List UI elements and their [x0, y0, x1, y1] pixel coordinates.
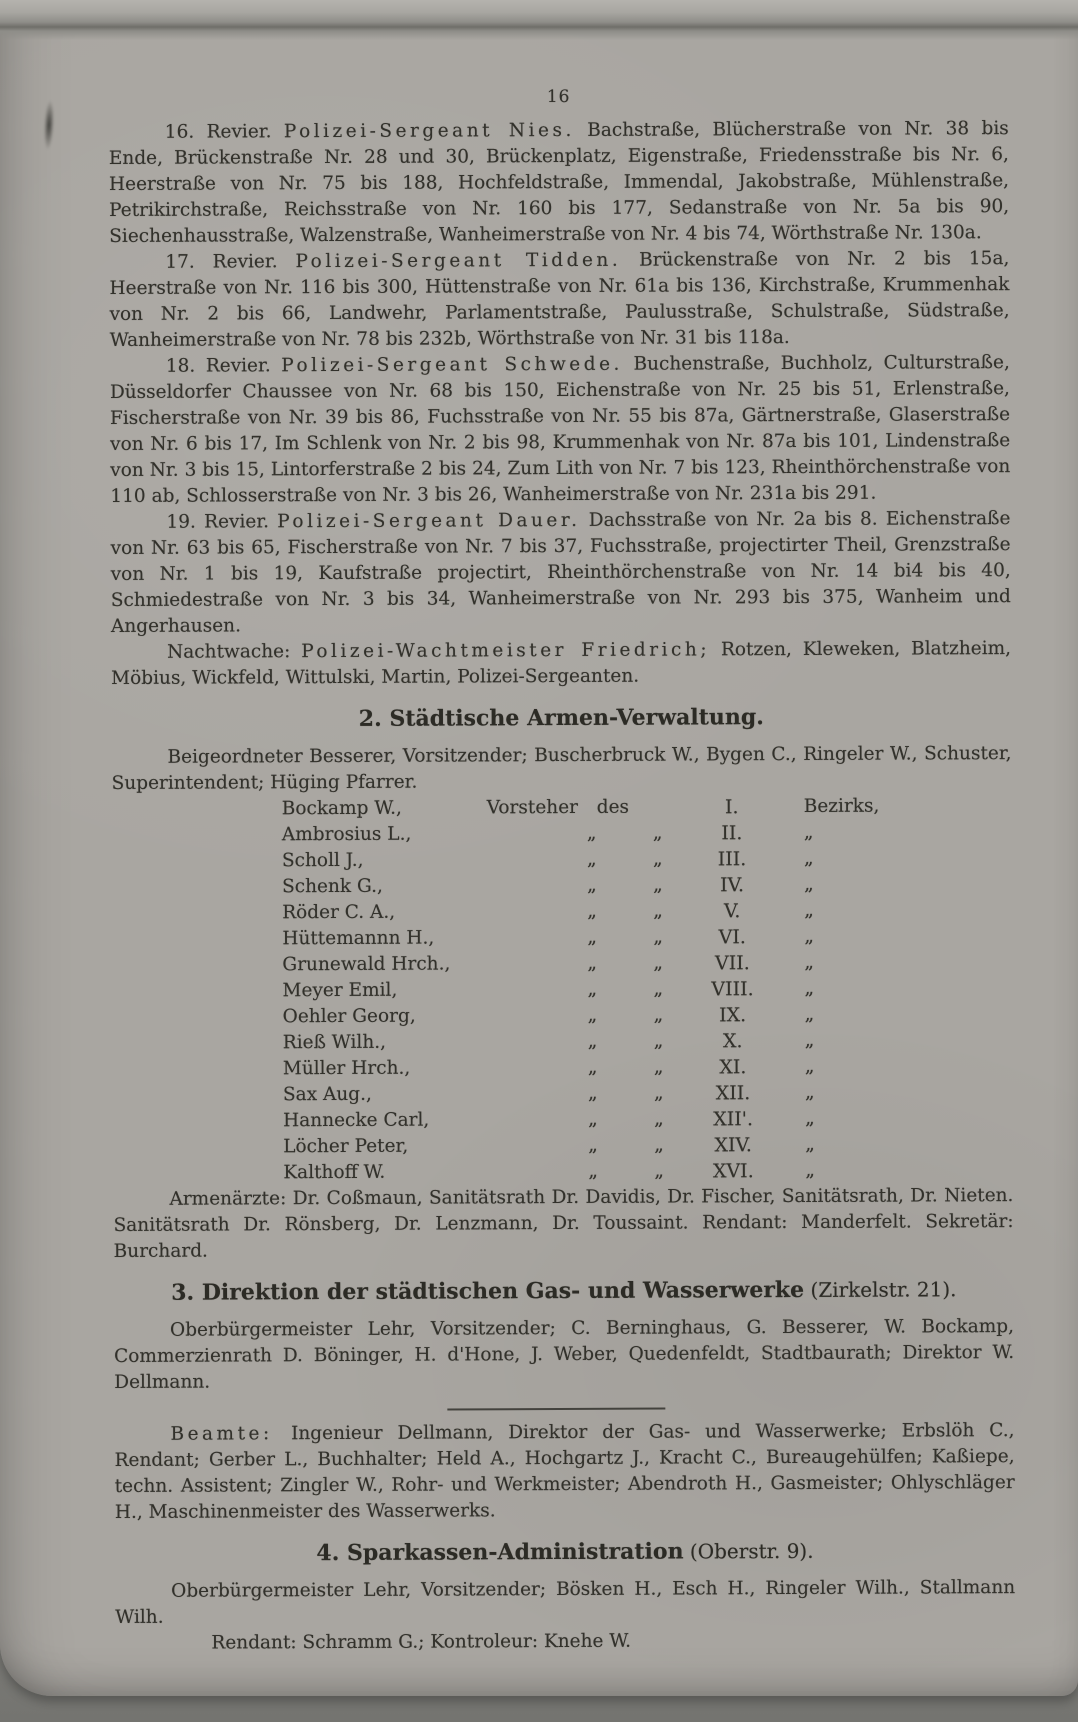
vorsteher-role [487, 794, 682, 821]
vorsteher-role [488, 1054, 683, 1081]
role-word: „ [588, 1160, 598, 1182]
role-word: „ [587, 900, 597, 922]
section-number: 3. [171, 1279, 202, 1306]
district-label: „ [804, 977, 815, 999]
spaced-name: Polizei-Sergeant Schwede. [281, 353, 623, 377]
district-label: „ [804, 951, 815, 973]
district-label: „ [804, 873, 814, 895]
role-word: „ [587, 926, 597, 948]
text-segment: Brückenstraße von Nr. 2 bis 15a, Heerstraße von Nr. 116 bis 300, Hüttenstraße von Nr. 61a bis 136, Kirchstraße, Krummenhak von Nr. 2 bis 66, Landwehr, Parlamentstraße, Paulusstraße, Schulstraße, Südstraße, Wanheimerstraße von Nr. 78 bis 232b, Wörthstraße von Nr. 31 bis 118a. [109, 248, 1010, 351]
armen-verwaltung-intro: Beigeordneter Besserer, Vorsitzender; Buscherbruck W., Bygen C., Ringeler W., Schuster, Superintendent; Hüging Pfarrer. [111, 743, 1012, 794]
vorsteher-name: Löcher Peter, [283, 1135, 409, 1158]
vorsteher-name: Sax Aug., [282, 1083, 372, 1106]
district-roman-numeral: II. [721, 822, 743, 845]
revier-18-paragraph [110, 350, 1011, 510]
role-word: „ [654, 1160, 664, 1182]
district-label: „ [804, 899, 814, 921]
role-word: „ [653, 952, 664, 974]
section2-heading [111, 703, 1011, 734]
role-word: „ [654, 1134, 664, 1156]
district-roman-numeral: XIV. [714, 1134, 752, 1157]
revier-19-paragraph [110, 506, 1011, 640]
table-row [282, 819, 1012, 848]
spaced-name: Polizei-Sergeant Nies. [283, 119, 575, 143]
vorsteher-role [488, 1106, 683, 1133]
district-roman-numeral: XI. [719, 1056, 747, 1079]
district-label: „ [805, 1133, 815, 1155]
vorsteher-name: Hüttemannn H., [282, 927, 435, 950]
role-word: „ [587, 1030, 598, 1052]
role-word: „ [653, 1004, 664, 1026]
vorsteher-role [488, 1002, 683, 1029]
role-word: „ [587, 874, 597, 896]
role-word: „ [587, 1004, 598, 1026]
vorsteher-role [488, 1132, 683, 1159]
district-label: „ [803, 821, 814, 843]
vorsteher-name: Hannecke Carl, [283, 1109, 430, 1132]
vorsteher-table [282, 793, 1014, 1186]
role-word: „ [587, 978, 598, 1000]
district-roman-numeral: V. [723, 900, 741, 923]
vorsteher-name: Scholl J., [281, 849, 364, 872]
text-segment: Nachtwache: [167, 641, 302, 663]
text-segment: Bachstraße, Blücherstraße von Nr. 38 bis Ende, Brückenstraße Nr. 28 und 30, Brückenplatz, Eigenstraße, Friedensstraße bis Nr. 6, Heerstraße von Nr. 75 bis 188, Hochfeldstraße, Immendal, Jakobstraße, Mühlenstraße, Petrikirchstraße, Reichsstraße von Nr. 160 bis 177, Sedanstraße von Nr. 5a bis 90, Siechenhausstraße, Walzenstraße, Wanheimerstraße von Nr. 4 bis 74, Wörthstraße Nr. 130a. [108, 118, 1010, 247]
table-row [283, 1053, 1013, 1082]
vorsteher-name: Röder C. A., [282, 901, 396, 924]
role-word: „ [587, 952, 598, 974]
vorsteher-role [488, 1080, 683, 1107]
district-roman-numeral: VIII. [711, 978, 754, 1001]
district-roman-numeral: I. [724, 796, 739, 819]
district-roman-numeral: XVI. [712, 1160, 754, 1183]
district-label: „ [804, 1081, 815, 1103]
district-label: „ [804, 925, 814, 947]
table-row [282, 897, 1012, 926]
vorsteher-role [487, 898, 682, 925]
ink-smudge-artifact [43, 100, 56, 150]
role-word: „ [653, 900, 663, 922]
district-label: „ [803, 847, 814, 869]
district-roman-numeral: XII'. [713, 1108, 754, 1131]
page-number: 16 [546, 86, 571, 108]
role-word: „ [653, 1030, 664, 1052]
scan-top-edge [0, 0, 1078, 40]
text-segment: Ingenieur Dellmann, Direktor der Gas- und Wasserwerke; Erbslöh C., Rendant; Gerber L., Buchhalter; Held A., Hochgartz J., Kracht C., Bureaugehülfen; Kaßiepe, techn. Assistent; Zingler W., Rohr- und Werkmeister; Abendroth H., Gasmeister; Ohlyschläger H., Maschinenmeister des Wasserwerks. [114, 1420, 1015, 1523]
district-roman-numeral: IX. [719, 1004, 747, 1027]
revier-17-paragraph [109, 246, 1009, 354]
section-title: Städtische Armen-Verwaltung. [389, 704, 764, 732]
role-word: „ [653, 874, 663, 896]
district-roman-numeral: X. [722, 1030, 743, 1053]
text-segment: 17. Revier. [165, 251, 296, 273]
revier-16-paragraph [109, 116, 1010, 250]
section-number: 4. [316, 1539, 348, 1567]
role-word: „ [587, 1082, 598, 1104]
section3-heading [114, 1276, 1014, 1307]
table-row [283, 1001, 1013, 1030]
role-word: „ [653, 1056, 664, 1078]
page-text-block [109, 82, 1016, 1657]
gaswerke-board-paragraph: Oberbürgermeister Lehr, Vorsitzender; C. Berninghaus, G. Besserer, W. Bockamp, Commerzienrath D. Böninger, H. d'Hone, J. Weber, Quedenfeldt, Stadtbaurath; Direktor W. Dellmann. [114, 1316, 1015, 1393]
text-segment: Buchenstraße, Buchholz, Culturstraße, Düsseldorfer Chaussee von Nr. 68 bis 150, Eichenstraße von Nr. 25 bis 51, Erlenstraße, Fischerstraße von Nr. 39 bis 86, Fuchsstraße von Nr. 55 bis 87a, Gärtnerstraße, Glaserstraße von Nr. 6 bis 17, Im Schlenk von Nr. 2 bis 98, Krummenhak von Nr. 87a bis 101, Lindenstraße von Nr. 3 bis 15, Lintorferstraße 2 bis 24, Zum Lith von Nr. 7 bis 123, Rheinthörchenstraße von 110 ab, Schlosserstraße von Nr. 3 bis 26, Wanheimerstraße von Nr. 231a bis 291. [109, 352, 1011, 507]
table-row [282, 845, 1012, 874]
vorsteher-name: Müller Hrch., [282, 1057, 411, 1080]
table-row [283, 1131, 1013, 1160]
role-word: „ [652, 848, 663, 870]
district-label: „ [804, 1003, 815, 1025]
district-roman-numeral: IV. [720, 874, 745, 897]
nachtwache-paragraph [111, 636, 1011, 692]
vorsteher-name: Meyer Emil, [282, 979, 398, 1002]
district-roman-numeral: XII. [715, 1082, 751, 1105]
district-label: Bezirks, [803, 795, 880, 817]
district-label: „ [805, 1107, 815, 1129]
role-word: „ [653, 978, 664, 1000]
section-title: Direktion der städtischen Gas- und Wasserwerke [201, 1276, 805, 1306]
table-row [282, 949, 1012, 978]
beamte-paragraph [114, 1418, 1014, 1526]
district-label: „ [804, 1055, 815, 1077]
spaced-name: Polizei-Sergeant Tidden. [295, 249, 622, 273]
spaced-name: Beamte: [170, 1423, 292, 1445]
section-address: (Oberstr. 9). [683, 1538, 814, 1564]
district-label: „ [804, 1029, 815, 1051]
spaced-name: Polizei-Sergeant Dauer. [277, 509, 581, 533]
vorsteher-role [487, 950, 682, 977]
table-row [283, 1027, 1013, 1056]
role-word: „ [653, 926, 663, 948]
text-segment: 16. Revier. [164, 121, 284, 143]
section-address: (Zirkelstr. 21). [804, 1277, 957, 1302]
vorsteher-name: Ambrosius L., [281, 823, 412, 846]
role-word: „ [652, 822, 663, 844]
table-row [282, 793, 1012, 822]
role-word: „ [654, 1108, 664, 1130]
table-row [282, 871, 1012, 900]
role-word: „ [587, 1056, 598, 1078]
table-row [283, 1079, 1013, 1108]
section4-heading [115, 1537, 1015, 1568]
section-number: 2. [358, 705, 390, 732]
vorsteher-name: Schenk G., [282, 875, 383, 898]
vorsteher-name: Oehler Georg, [282, 1005, 416, 1028]
vorsteher-role [487, 976, 682, 1003]
role-word: „ [586, 848, 597, 870]
section-title: Sparkassen-Administration [346, 1538, 684, 1566]
vorsteher-name: Kalthoff W. [283, 1161, 386, 1184]
role-word: „ [588, 1108, 598, 1130]
vorsteher-name: Rieß Wilh., [282, 1031, 387, 1054]
vorsteher-name: Grunewald Hrch., [282, 953, 451, 976]
text-segment: 19. Revier. [166, 511, 278, 533]
table-row [282, 923, 1012, 952]
district-roman-numeral: III. [717, 848, 747, 871]
sparkasse-board-paragraph: Oberbürgermeister Lehr, Vorsitzender; Bösken H., Esch H., Ringeler Wilh., Stallmann Wilh. [115, 1577, 1016, 1628]
armenaerzte-paragraph: Armenärzte: Dr. Coßmaun, Sanitätsrath Dr. Davidis, Dr. Fischer, Sanitätsrath, Dr. Nieten. Sanitätsrath Dr. Rönsberg, Dr. Lenzmann, Dr. Toussaint. Rendant: Manderfelt. Sekretär: Burchard. [113, 1185, 1014, 1262]
vorsteher-role [488, 1158, 683, 1185]
role-word: „ [653, 1082, 664, 1104]
table-row [283, 1105, 1013, 1134]
district-roman-numeral: VI. [718, 926, 746, 949]
vorsteher-role [487, 924, 682, 951]
district-roman-numeral: VII. [714, 952, 750, 975]
vorsteher-role [487, 820, 682, 847]
divider-rule [447, 1408, 665, 1411]
role-word: des [596, 796, 630, 818]
text-segment: Dachsstraße von Nr. 2a bis 8. Eichenstraße von Nr. 63 bis 65, Fischerstraße von Nr. 7 bis 37, Fuchsstraße, projectirter Theil, Grenzstraße von Nr. 1 bis 19, Kaufstraße projectirt, Rheinthörchenstraße von Nr. 14 bi4 bis 40, Schmiedestraße von Nr. 3 bis 34, Wanheimerstraße von Nr. 293 bis 375, Wanheim und Angerhausen. [110, 508, 1011, 637]
text-segment: 18. Revier. [165, 355, 282, 377]
vorsteher-role [487, 846, 682, 873]
sparkasse-officials-paragraph: Rendant: Schramm G.; Kontroleur: Knehe W. [211, 1630, 632, 1654]
district-label: „ [805, 1159, 815, 1181]
table-row [283, 1157, 1013, 1186]
vorsteher-role [487, 872, 682, 899]
vorsteher-name: Bockamp W., [281, 797, 402, 820]
vorsteher-role [488, 1028, 683, 1055]
spaced-name: Polizei-Wachtmeister Friedrich; [301, 639, 711, 663]
role-word: „ [586, 822, 597, 844]
table-row [282, 975, 1012, 1004]
role-word: Vorsteher [486, 796, 579, 819]
text-segment: Rotzen, Kleweken, Blatzheim, Möbius, Wickfeld, Wittulski, Martin, Polizei-Sergeanten. [111, 638, 1012, 689]
role-word: „ [588, 1134, 598, 1156]
